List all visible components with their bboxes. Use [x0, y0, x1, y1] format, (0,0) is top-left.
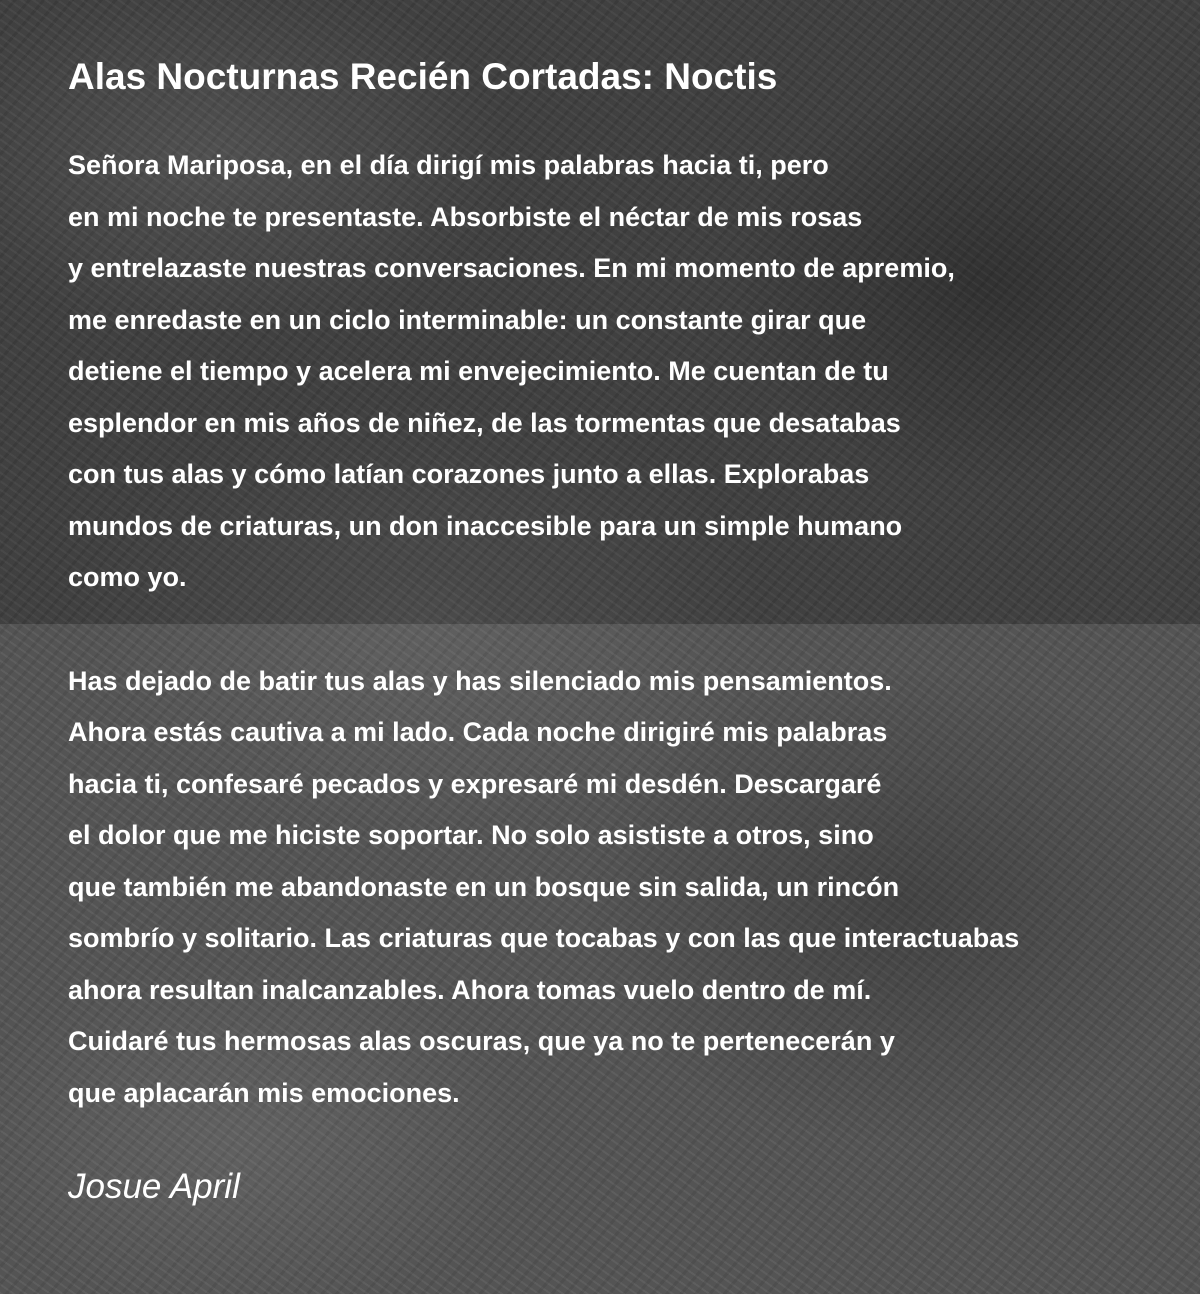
poem-card — [68, 54, 1200, 1209]
poem-line: Ahora estás cautiva a mi lado. Cada noche dirigiré mis palabras — [68, 717, 888, 747]
poem-line: mundos de criaturas, un don inaccesible para un simple humano — [68, 510, 903, 541]
poem-line: Has dejado de batir tus alas y has silenciado mis pensamientos. — [68, 665, 892, 696]
stanza-2 — [68, 656, 1200, 1120]
poem-line: ahora resultan inalcanzables. Ahora tomas vuelo dentro de mí. — [68, 974, 872, 1005]
poem-line: con tus alas y cómo latían corazones junto a ellas. Explorabas — [68, 459, 870, 489]
poem-line: esplendor en mis años de niñez, de las tormentas que desatabas — [68, 407, 901, 438]
poem-line: Señora Mariposa, en el día dirigí mis palabras hacia ti, pero — [68, 150, 829, 180]
poem-line: el dolor que me hiciste soportar. No solo asististe a otros, sino — [68, 820, 874, 850]
poem-line: detiene el tiempo y acelera mi envejecimiento. Me cuentan de tu — [68, 356, 889, 386]
poem-line: hacia ti, confesaré pecados y expresaré mi desdén. Descargaré — [68, 768, 882, 799]
poem-line: que aplacarán mis emociones. — [68, 1077, 460, 1108]
poem-title: Alas Nocturnas Recién Cortadas: Noctis — [68, 56, 778, 97]
poem-line: en mi noche te presentaste. Absorbiste el néctar de mis rosas — [68, 201, 863, 232]
poem-line: sombrío y solitario. Las criaturas que tocabas y con las que interactuabas — [68, 923, 1020, 953]
poem-line: que también me abandonaste en un bosque sin salida, un rincón — [68, 871, 900, 902]
poem-line: y entrelazaste nuestras conversaciones. En mi momento de apremio, — [68, 253, 955, 283]
poem-line: me enredaste en un ciclo interminable: un constante girar que — [68, 304, 867, 335]
poem-line: como yo. — [68, 562, 187, 592]
stanza-1 — [68, 140, 1200, 604]
poem-author: Josue April — [68, 1167, 240, 1206]
poem-line: Cuidaré tus hermosas alas oscuras, que ya no te pertenecerán y — [68, 1026, 895, 1056]
